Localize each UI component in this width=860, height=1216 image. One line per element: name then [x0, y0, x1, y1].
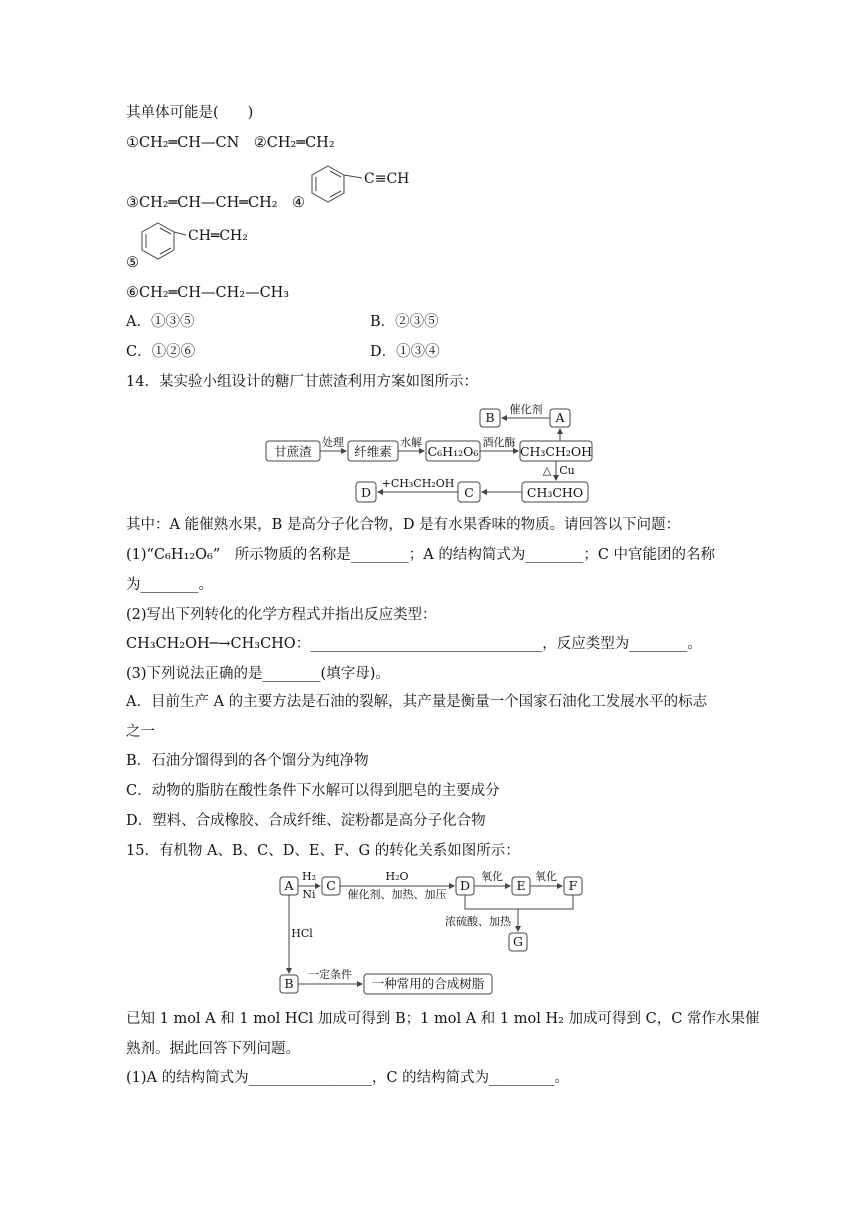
phenylacetylene-structure: [306, 160, 416, 216]
svg-text:C₆H₁₂O₆: C₆H₁₂O₆: [427, 444, 479, 459]
styrene-structure: [136, 219, 256, 269]
q13-option-a[interactable]: A．①③⑤: [126, 314, 195, 330]
svg-text:催化剂、加热、加压: 催化剂、加热、加压: [347, 888, 447, 901]
svg-text:酒化酶: 酒化酶: [482, 436, 516, 449]
svg-text:CH₃CHO: CH₃CHO: [526, 485, 584, 500]
svg-text:CH₃CH₂OH: CH₃CH₂OH: [519, 444, 593, 459]
svg-text:B: B: [485, 410, 495, 425]
q15-title: 15．有机物 A、B、C、D、E、F、G 的转化关系如图所示：: [126, 843, 520, 859]
svg-text:C: C: [464, 485, 474, 500]
q14-option-d[interactable]: D．塑料、合成橡胶、合成纤维、淀粉都是高分子化合物: [126, 813, 486, 829]
q14-option-a-line2: 之一: [126, 724, 155, 740]
svg-text:甘蔗渣: 甘蔗渣: [274, 444, 312, 459]
svg-text:H₂: H₂: [301, 870, 317, 883]
q15-part1: (1)A 的结构简式为_________________，C 的结构简式为_________。: [126, 1070, 569, 1086]
q14-option-a-line1[interactable]: A．目前生产 A 的主要方法是石油的裂解，其产量是衡量一个国家石油化工发展水平的标志: [126, 694, 708, 710]
q13-monomer-6: ⑥CH₂═CH—CH₂—CH₃: [126, 285, 290, 301]
svg-text:催化剂: 催化剂: [509, 403, 543, 416]
svg-text:D: D: [459, 878, 471, 893]
svg-text:一定条件: 一定条件: [308, 968, 352, 981]
svg-text:G: G: [513, 934, 523, 949]
svg-text:纤维素: 纤维素: [354, 444, 392, 459]
q14-option-c[interactable]: C．动物的脂肪在酸性条件下水解可以得到肥皂的主要成分: [126, 783, 500, 799]
q14-info: 其中：A 能催熟水果，B 是高分子化合物，D 是有水果香味的物质。请回答以下问题：: [126, 517, 681, 533]
svg-text:Cu: Cu: [559, 464, 575, 477]
styrene-group: CH═CH₂: [188, 228, 248, 244]
svg-text:E: E: [516, 878, 526, 893]
q13-option-c[interactable]: C．①②⑥: [126, 344, 196, 360]
q15-known-line2: 熟剂。据此回答下列问题。: [126, 1041, 300, 1057]
svg-text:氧化: 氧化: [535, 870, 557, 883]
svg-text:水解: 水解: [400, 436, 422, 449]
svg-text:A: A: [284, 878, 294, 893]
q15-known-line1: 已知 1 mol A 和 1 mol HCl 加成可得到 B；1 mol A 和 1 mol H₂ 加成可得到 C，C 常作水果催: [126, 1011, 760, 1027]
q14-flow-diagram: [262, 401, 602, 505]
svg-text:Ni: Ni: [302, 888, 316, 901]
svg-text:C: C: [326, 878, 336, 893]
phenylacetylene-group: C≡CH: [364, 171, 410, 187]
q13-stem: 其单体可能是( ): [126, 105, 254, 121]
svg-text:H₂O: H₂O: [385, 870, 409, 883]
q14-part1-line2: 为________。: [126, 577, 213, 593]
q14-part2-equation: CH₃CH₂OH─→CH₃CHO：________________________________，反应类型为________。: [126, 636, 702, 652]
q13-option-b[interactable]: B．②③⑤: [370, 314, 439, 330]
svg-text:一种常用的合成树脂: 一种常用的合成树脂: [371, 976, 485, 991]
svg-text:浓硫酸、加热: 浓硫酸、加热: [445, 915, 511, 928]
q14-title: 14．某实验小组设计的糖厂甘蔗渣利用方案如图所示：: [126, 374, 478, 390]
q14-part2: (2)写出下列转化的化学方程式并指出反应类型：: [126, 607, 437, 623]
svg-text:A: A: [555, 410, 565, 425]
svg-text:△: △: [542, 464, 552, 477]
svg-text:F: F: [568, 878, 578, 893]
q13-option-d[interactable]: D．①③④: [370, 344, 440, 360]
svg-text:B: B: [284, 976, 294, 991]
q15-flow-diagram: [272, 867, 594, 999]
svg-text:处理: 处理: [322, 436, 344, 449]
q14-part1-line1: (1)“C₆H₁₂O₆” 所示物质的名称是________；A 的结构简式为________；C 中官能团的名称: [126, 547, 716, 563]
q13-monomer-3-4: ③CH₂═CH—CH═CH₂ ④: [126, 195, 306, 211]
svg-text:D: D: [360, 485, 372, 500]
q14-option-b[interactable]: B．石油分馏得到的各个馏分为纯净物: [126, 753, 369, 769]
q13-monomer-5-label: ⑤: [126, 255, 139, 271]
q14-part3: (3)下列说法正确的是________(填字母)。: [126, 666, 390, 682]
svg-text:+CH₃CH₂OH: +CH₃CH₂OH: [381, 477, 455, 490]
q13-monomer-1-2: ①CH₂═CH—CN ②CH₂═CH₂: [126, 135, 335, 151]
svg-text:氧化: 氧化: [481, 870, 503, 883]
svg-text:HCl: HCl: [291, 927, 313, 940]
